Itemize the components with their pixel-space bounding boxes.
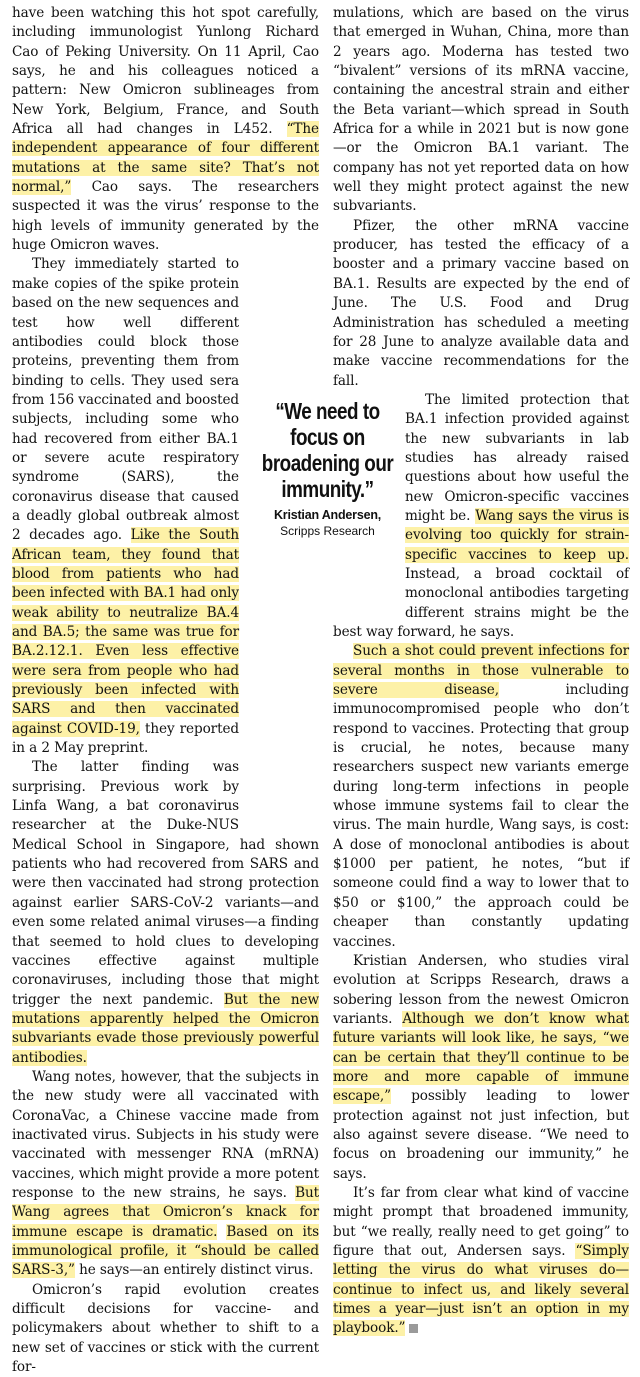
highlight: Wang says the virus is evolving too quickly for strain-specific vaccines to keep up. [405, 507, 630, 563]
end-mark-icon [409, 1324, 418, 1333]
pull-quote-affiliation: Scripps Research [280, 524, 375, 538]
pull-quote [250, 398, 405, 538]
highlight: Although we don’t know what future variants will look like, he says, “we can be certain that they’ll continue to be more and more capable of immune escape,” [333, 1010, 629, 1105]
paragraph: have been watching this hot spot carefully, including immunologist Yunlong Richard Cao of Peking University. On 11 April, Cao says, he and his colleagues noticed a pattern: New Omicron sublineages from New York, Belgium, France, and South Africa all had changes in L452. “The independent appearance of four different mutations at the same site? That’s not normal,” Cao says. The researchers suspected it was the virus’ response to the high levels of immunity generated by the huge Omicron waves. [12, 5, 319, 254]
highlight: “The independent appearance of four different mutations at the same site? That’s not normal,” [12, 121, 319, 196]
paragraph: Wang notes, however, that the subjects in the new study were all vaccinated with CoronaVac, a Chinese vaccine made from inactivated virus. Subjects in his study were vaccinated with messenger RNA (mRNA) vaccines, which might provide a more potent response to the new strains, he says. But Wang agrees that Omicron’s knack for immune escape is dramatic. Based on its immunological profile, it “should be called SARS-3,” he says—an entirely distinct virus. [12, 1068, 319, 1279]
pull-quote-text: “We need to focus on broadening our immunity.” [261, 398, 394, 502]
paragraph: Such a shot could prevent infections for several months in those vulnerable to severe disease, including immunocompromised people who don’t respond to vaccines. Protecting that group is crucial, he notes, because many researchers suspect new variants emerge during long-term infections in people whose immune systems fail to clear the virus. The main hurdle, Wang says, is cost: A dose of monoclonal antibodies is about $1000 per patient, he notes, “but if someone could find a way to lower that to $50 or $100,” the approach could be cheaper than constantly updating vaccines. [333, 643, 629, 950]
paragraph: Omicron’s rapid evolution creates difficult decisions for vaccine- and policymakers about whether to shift to a new set of vaccines or stick with the current for- [12, 1281, 319, 1376]
paragraph: It’s far from clear what kind of vaccine might prompt that broadened immunity, but “we really, really need to get going” to figure that out, Andersen says. “Simply letting the virus do what viruses do—continue to infect us, and likely several times a year—just isn’t an option in my playbook.” [333, 1184, 629, 1337]
right-column [333, 4, 629, 1339]
paragraph: Kristian Andersen, who studies viral evolution at Scripps Research, draws a sobering lesson from the newest Omicron variants. Although we don’t know what future variants will look like, he says, “we can be certain that they’ll continue to be more and more capable of immune escape,” possibly leading to lower protection against not just infection, but also against severe disease. “We need to focus on broadening our immunity,” he says. [333, 952, 629, 1182]
paragraph: The latter finding was surprising. Previous work by Linfa Wang, a bat coronavirus researcher at the Duke-NUS Medical School in Singapore, had shown patients who had recovered from SARS and were then vaccinated had strong protection against earlier SARS-CoV-2 variants—and even some related animal viruses—a finding that seemed to hold clues to developing vaccines effective against multiple coronaviruses, including those that might trigger the next pandemic. But the new mutations apparently helped the Omicron subvariants evade those previously powerful antibodies. [12, 759, 319, 1066]
highlight: “Simply letting the virus do what viruses do—continue to infect us, and likely several times a year—just isn’t an option in my playbook.” [333, 1243, 629, 1337]
paragraph: Pfizer, the other mRNA vaccine producer, has tested the efficacy of a booster and a primary vaccine based on BA.1. Results are expected by the end of June. The U.S. Food and Drug Administration has scheduled a meeting for 28 June to analyze available data and make vaccine recommendations for the fall. [333, 217, 629, 389]
highlight: Based on its immunological profile, it “should be called SARS-3,” [12, 1223, 319, 1279]
highlight: Such a shot could prevent infections for several months in those vulnerable to severe disease, [333, 643, 629, 699]
pull-quote-attribution: Kristian Andersen, [273, 508, 382, 522]
highlight: Like the South African team, they found that blood from patients who had been infected with BA.1 had only weak ability to neutralize BA.4 and BA.5; the same was true for BA.2.12.1. Even less effective were sera from people who had previously been infected with SARS and then vaccinated against COVID-19, [12, 527, 239, 737]
highlight: But the new mutations apparently helped the Omicron subvariants evade those previously powerful antibodies. [12, 991, 319, 1066]
highlight: But Wang agrees that Omicron’s knack for immune escape is dramatic. [12, 1184, 319, 1240]
left-column [12, 4, 319, 1377]
paragraph: The limited protection that BA.1 infection provided against the new subvariants in lab studies has already raised questions about how useful the new Omicron-specific vaccines might be. Wang says the virus is evolving too quickly for strain-specific vaccines to keep up. Instead, a broad cocktail of monoclonal antibodies targeting different strains might be the best way forward, he says. [333, 391, 630, 640]
paragraph: mulations, which are based on the virus that emerged in Wuhan, China, more than 2 years ago. Moderna has tested two “bivalent” versions of its mRNA vaccine, containing the ancestral strain and either the Beta variant—which spread in South Africa for a while in 2021 but is now gone—or the Omicron BA.1 variant. The company has not yet reported data on how well they might protect against the new subvariants. [333, 5, 629, 215]
paragraph: They immediately started to make copies of the spike protein based on the new sequences and test how well different antibodies could block those proteins, preventing them from binding to cells. They used sera from 156 vaccinated and boosted subjects, including some who had recovered from either BA.1 or severe acute respiratory syndrome (SARS), the coronavirus disease that caused a deadly global outbreak almost 2 decades ago. Like the South African team, they found that blood from patients who had been infected with BA.1 had only weak ability to neutralize BA.4 and BA.5; the same was true for BA.2.12.1. Even less effective were sera from people who had previously been infected with SARS and then vaccinated against COVID-19, they reported in a 2 May preprint. [12, 256, 239, 757]
